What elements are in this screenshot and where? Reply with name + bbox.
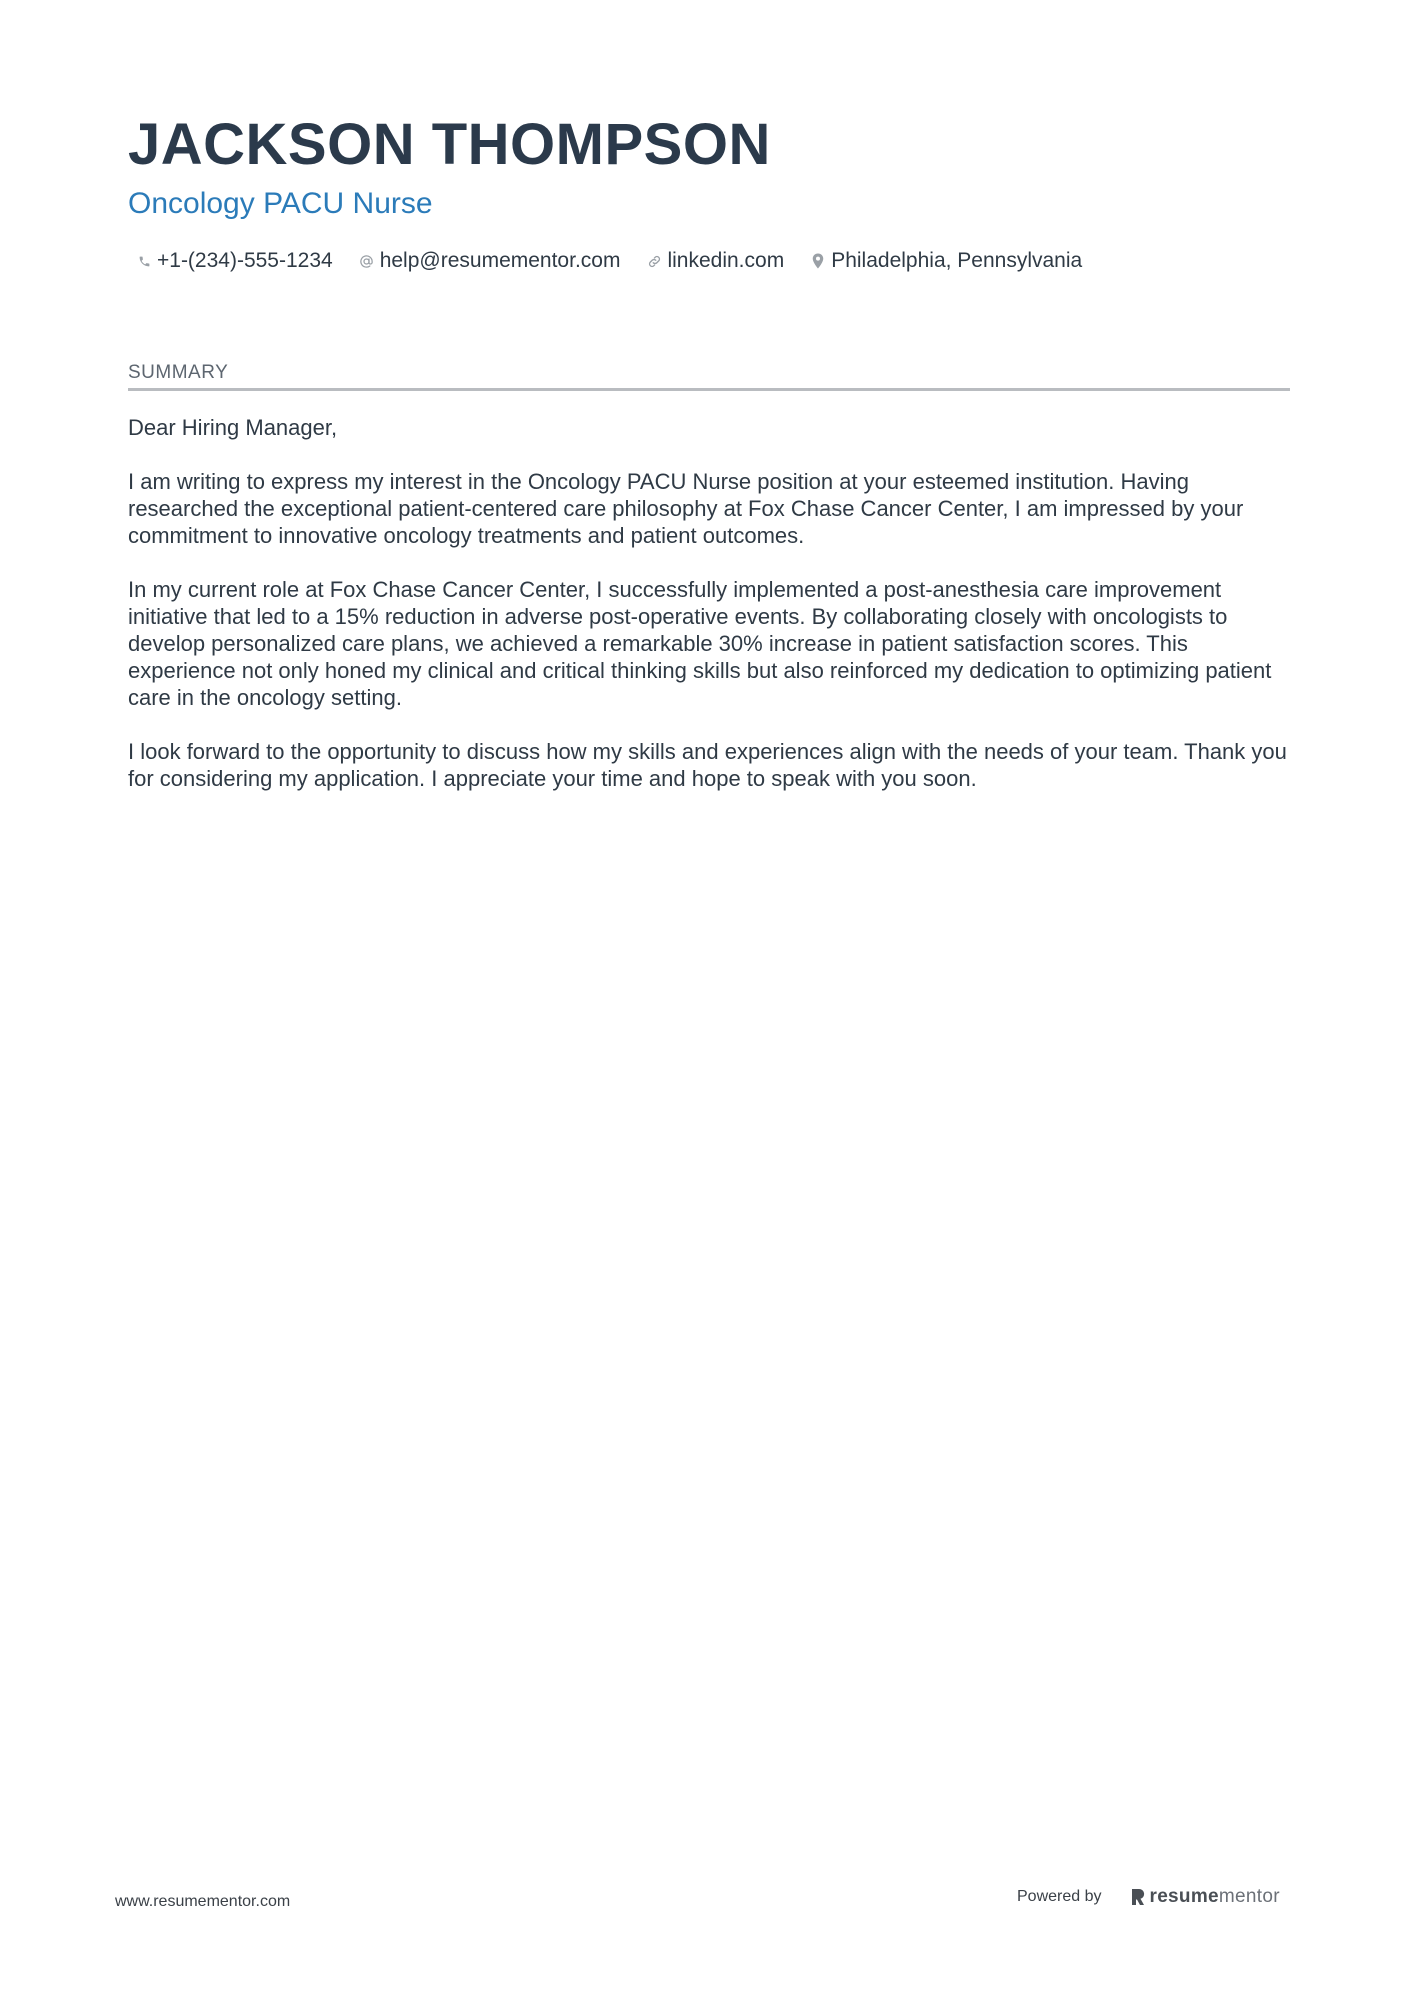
phone-number[interactable]: +1-(234)-555-1234: [157, 249, 333, 272]
letter-paragraph-3: I look forward to the opportunity to discuss how my skills and experiences align with the needs of your team. Thank you for considering my application. I appreciate your time and hope to speak with you soon.: [128, 739, 1287, 791]
job-title: Oncology PACU Nurse: [128, 187, 433, 220]
email-address[interactable]: help@resumementor.com: [379, 249, 621, 272]
footer-branding: [1017, 1886, 1280, 1908]
brand-name-bold: resume: [1149, 1886, 1219, 1907]
powered-by-label: Powered by: [1017, 1888, 1102, 1905]
resumementor-logo[interactable]: [1130, 1886, 1280, 1908]
location-text: Philadelphia, Pennsylvania: [831, 249, 1083, 272]
at-icon: [359, 252, 375, 270]
contact-email: [359, 246, 621, 276]
brand-name: [1150, 1886, 1280, 1908]
linkedin-link[interactable]: linkedin.com: [667, 249, 785, 272]
summary-heading: SUMMARY: [128, 360, 1290, 391]
brand-name-light: mentor: [1218, 1886, 1280, 1907]
footer-website[interactable]: www.resumementor.com: [115, 1893, 291, 1910]
contact-bar: [136, 246, 1108, 276]
link-icon: [646, 252, 662, 270]
brand-mark-icon: [1130, 1887, 1146, 1907]
phone-icon: [136, 252, 152, 270]
letter-paragraph-2: In my current role at Fox Chase Cancer Center, I successfully implemented a post-anesthesia care improvement initiative that led to a 15% reduction in adverse post-operative events. By collaborating closely with oncologists to develop personalized care plans, we achieved a remarkable 30% increase in patient satisfaction scores. This experience not only honed my clinical and critical thinking skills but also reinforced my dedication to optimizing patient care in the oncology setting.: [128, 577, 1272, 710]
contact-linkedin: [646, 246, 784, 276]
letter-paragraph-1: I am writing to express my interest in the Oncology PACU Nurse position at your esteemed institution. Having researched the exceptional patient-centered care philosophy at Fox Chase Cancer Center, I am impressed by your commitment to innovative oncology treatments and patient outcomes.: [128, 469, 1244, 548]
contact-phone: [136, 246, 333, 276]
letter-body: [128, 414, 1290, 819]
salutation: Dear Hiring Manager,: [128, 415, 338, 440]
candidate-name: JACKSON THOMPSON: [128, 112, 771, 177]
map-pin-icon: [810, 252, 826, 270]
contact-location: [810, 246, 1082, 276]
